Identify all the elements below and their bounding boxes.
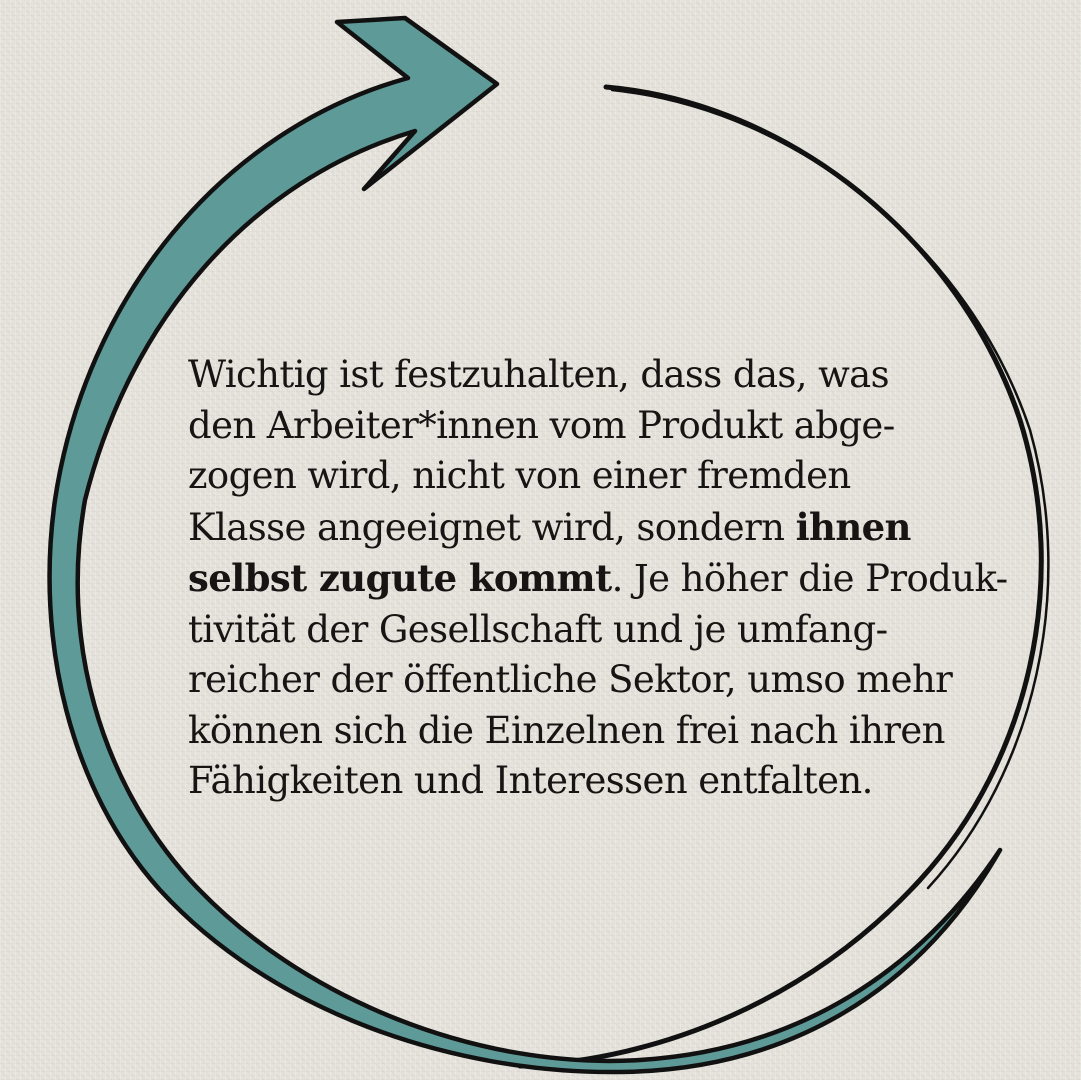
quote-line — [188, 350, 1008, 401]
quote-segment: tivität der Gesellschaft und je umfang- — [188, 607, 888, 651]
quote-segment: Fähigkeiten und Interessen entfalten. — [188, 759, 873, 802]
quote-line — [188, 605, 1008, 656]
quote-line — [188, 451, 1008, 502]
quote-segment: reicher der öffentliche Sektor, umso mehr — [188, 658, 953, 701]
quote-segment: Wichtig ist festzuhalten, dass das, was — [188, 353, 890, 396]
quote-segment: können sich die Einzelnen frei nach ihren — [188, 708, 945, 752]
quote-segment: . Je höher die Produk- — [611, 557, 1008, 600]
quote-text — [188, 350, 1008, 807]
quote-segment: zogen wird, nicht von einer fremden — [188, 454, 851, 497]
quote-line — [188, 706, 1008, 757]
quote-emphasis: ihnen — [795, 504, 911, 549]
quote-line — [188, 655, 1008, 706]
quote-line — [188, 553, 1008, 605]
quote-emphasis: selbst zugute kommt — [188, 556, 612, 600]
quote-line — [188, 756, 1008, 807]
quote-segment: Klasse angeeignet wird, sondern — [188, 505, 796, 549]
quote-line — [188, 502, 1008, 554]
quote-line — [188, 401, 1008, 452]
quote-segment: den Arbeiter*innen vom Produkt abge- — [188, 403, 895, 447]
